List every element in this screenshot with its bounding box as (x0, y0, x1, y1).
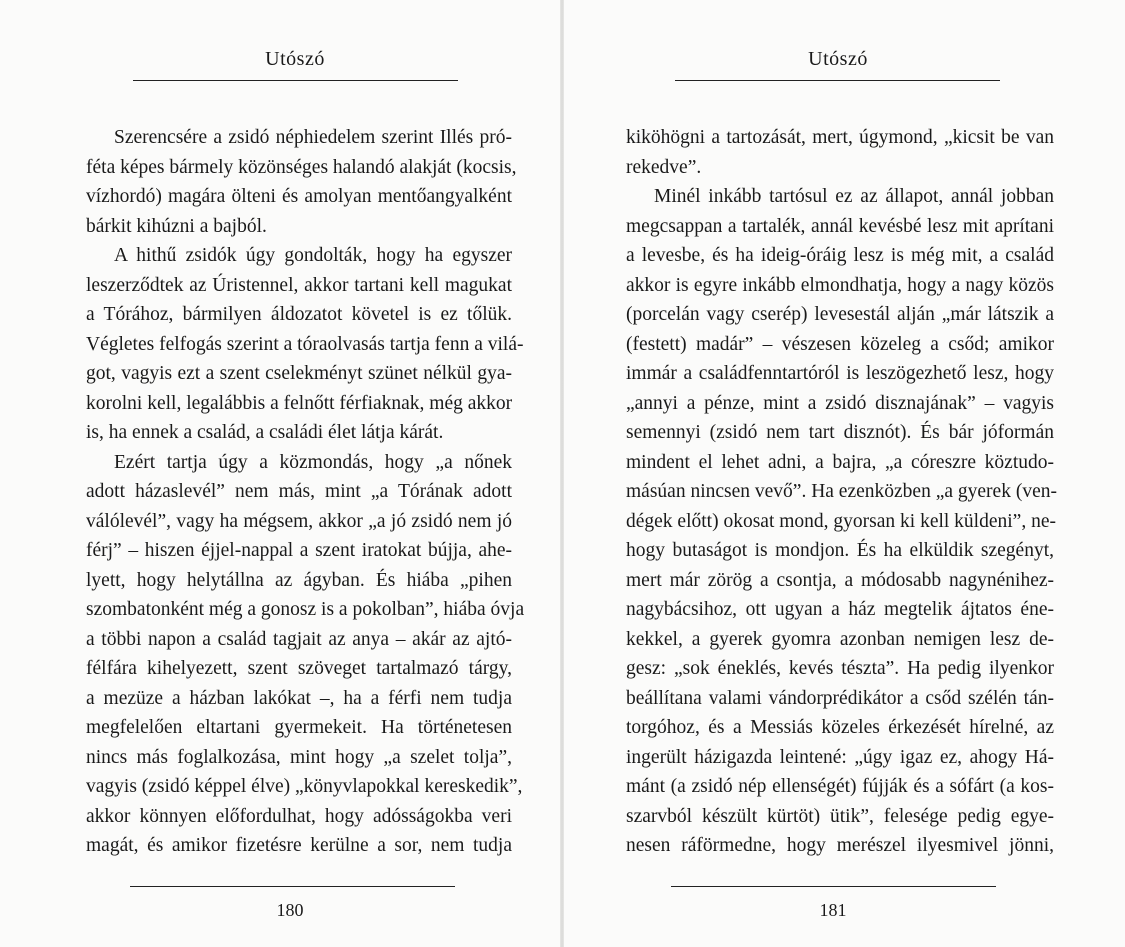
text-line: a mezüze a házban lakókat –, ha a férfi nem tudja (86, 687, 512, 709)
text-line: mert már zörög a csontja, a módosabb nagynénihez- (626, 569, 1054, 591)
text-line: akkor könnyen előfordulhat, hogy adósságokba veri (86, 805, 512, 827)
text-line: lyett, hogy helytállna az ágyban. És hiába „pihen (86, 569, 512, 591)
text-line: kiköhögni a tartozását, mert, úgymond, „kicsit be van (626, 127, 1054, 148)
body-text (86, 123, 525, 861)
page-number: 181 (819, 900, 847, 920)
text-line: vízhordó) magára ölteni és amolyan mentőangyalként (86, 186, 512, 207)
text-line: mánt (a zsidó nép ellenségét) fújják és a sófárt (a kos- (626, 776, 1054, 797)
page-number: 180 (276, 900, 304, 920)
text-line: (porcelán vagy cserép) levesestál alján „már látszik a (626, 304, 1054, 325)
running-head: Utószó (808, 48, 868, 70)
text-line: „annyi a pénze, mint a zsidó disznajának” – vagyis (626, 392, 1054, 414)
text-line: hogy butaságot is mondjon. És ha elküldik szegényt, (626, 540, 1054, 561)
text-line: torgóhoz, és a Messiás közeles érkezését hírelné, az (626, 717, 1054, 738)
text-line: ingerült házigazda leintené: „úgy igaz ez, ahogy Há- (626, 746, 1054, 768)
text-line: Ezért tartja úgy a közmondás, hogy „a nőnek (114, 451, 512, 473)
text-line: Végletes felfogás szerint a tóraolvasás tartja fenn a vilá- (86, 333, 524, 355)
running-head: Utószó (265, 48, 325, 70)
text-line: másúan nincsen vevő”. Ha ezenközben „a gyerek (ven- (626, 481, 1057, 502)
text-line: Minél inkább tartósul ez az állapot, annál jobban (654, 186, 1054, 207)
text-line: gesz: „sok éneklés, kevés tészta”. Ha pedig ilyenkor (626, 658, 1054, 679)
text-line: adott házaslevél” nem más, mint „a Tórának adott (86, 481, 512, 502)
footer-rule (130, 886, 455, 887)
text-line: megcsappan a tartalék, annál kevésbé lesz mit aprítani (626, 215, 1054, 237)
text-line: korolni kell, legalábbis a felnőtt férfiaknak, még akkor (86, 392, 513, 414)
text-line: leszerződtek az Úristennel, akkor tartani kell magukat (86, 274, 512, 296)
text-line: férj” – hiszen éjjel-nappal a szent iratokat bújja, ahe- (86, 540, 512, 561)
text-line: megfelelően eltartani gyermekeit. Ha történetesen (86, 717, 512, 738)
right-page (563, 0, 1125, 947)
text-line: Szerencsére a zsidó néphiedelem szerint Illés pró- (114, 127, 512, 148)
text-line: szarvból készült kürtöt) ütik”, felesége pedig egye- (626, 805, 1054, 827)
text-line: válólevél”, vagy ha mégsem, akkor „a jó zsidó nem jó (86, 510, 512, 532)
text-line: nincs más foglalkozása, mint hogy „a szelet tolja”, (86, 746, 512, 768)
header-rule (675, 80, 1000, 81)
text-line: akkor is egyre inkább elmondhatja, hogy a nagy közös (626, 274, 1054, 296)
left-page (0, 0, 562, 947)
text-line: rekedve”. (626, 156, 702, 178)
text-line: beállítana valami vándorprédikátor a csőd szélén tán- (626, 687, 1054, 709)
text-line: vagyis (zsidó képpel élve) „könyvlapokkal kereskedik”, (86, 776, 523, 797)
text-line: kekkel, a gyerek gyomra azonban nemigen lesz de- (626, 628, 1054, 650)
text-line: is, ha ennek a család, a családi élet látja kárát. (86, 422, 444, 443)
text-line: félfára kihelyezett, szent szöveget tartalmazó tárgy, (86, 658, 512, 679)
text-line: a többi napon a család tagjait az anya – akár az ajtó- (86, 628, 512, 650)
text-line: magát, és amikor fizetésre kerülne a sor, nem tudja (86, 835, 512, 856)
text-line: semennyi (zsidó nem tart disznót). És bár jóformán (626, 422, 1054, 443)
text-line: a Tórához, bármilyen áldozatot követel is ez tőlük. (86, 304, 512, 325)
text-line: A hithű zsidók úgy gondolták, hogy ha egyszer (114, 245, 512, 266)
text-line: a levesbe, és ha ideig-óráig lesz is még mit, a család (626, 245, 1054, 266)
text-line: got, vagyis ezt a szent cselekményt szünet nélkül gya- (86, 363, 512, 384)
text-line: bárkit kihúzni a bajból. (86, 215, 267, 237)
text-line: (festett) madár” – vészesen közeleg a csőd; amikor (626, 333, 1054, 355)
text-line: dégek előtt) okosat mond, gyorsan ki kell küldeni”, ne- (626, 510, 1056, 532)
footer-rule (671, 886, 996, 887)
header-rule (133, 80, 458, 81)
body-text (626, 123, 1057, 861)
text-line: szombatonként még a gonosz is a pokolban”, hiába óvja (86, 599, 525, 620)
text-line: féta képes bármely közönséges halandó alakját (kocsis, (86, 156, 517, 178)
text-line: nesen ráförmedne, hogy merészel ilyesmivel jönni, (626, 835, 1054, 856)
text-line: nagybácsihoz, ott ugyan a ház megtelik ájtatos éne- (626, 599, 1054, 620)
text-line: mindent el lehet adni, a bajra, „a córeszre köztudo- (626, 451, 1054, 473)
text-line: immár a családfenntartóról is leszögezhető lesz, hogy (626, 363, 1054, 384)
